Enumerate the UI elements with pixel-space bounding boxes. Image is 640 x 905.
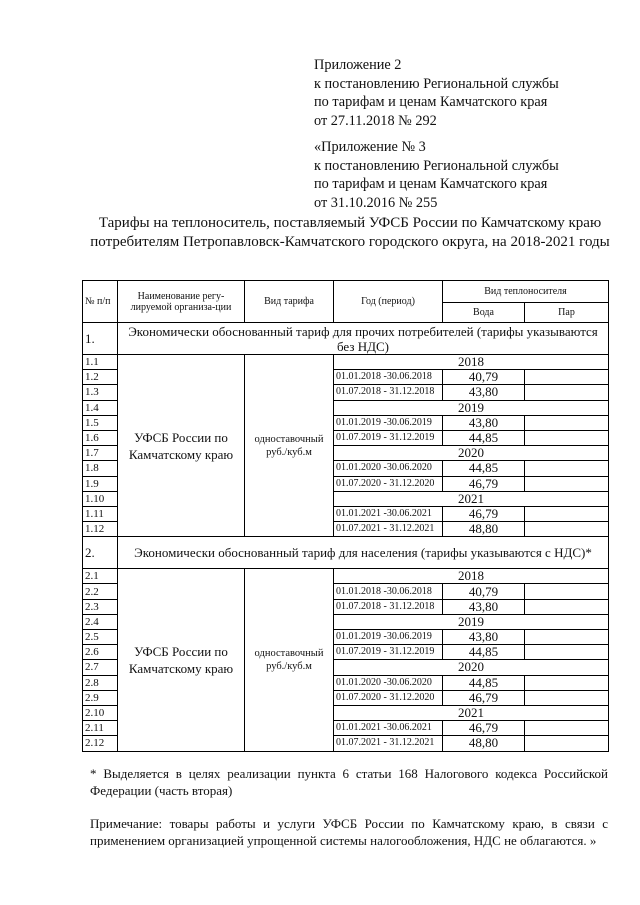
period-cell: 01.01.2019 -30.06.2019 <box>334 415 443 430</box>
period-cell: 01.01.2018 -30.06.2018 <box>334 370 443 385</box>
row-number: 1.1 <box>83 355 118 370</box>
organization-cell: УФСБ России по Камчатскому краю <box>118 355 245 537</box>
document-title: Тарифы на теплоноситель, поставляемый УФСБ России по Камчатскому краю потребителям Петропавловск-Камчатского городского округа, на 2018-2021 годы <box>90 215 610 250</box>
row-number: 2.3 <box>83 599 118 614</box>
row-number: 2.10 <box>83 705 118 720</box>
row-number: 1.2 <box>83 370 118 385</box>
steam-tariff-cell <box>525 690 609 705</box>
period-cell: 01.07.2021 - 31.12.2021 <box>334 736 443 751</box>
section-title: Экономически обоснованный тариф для прочих потребителей (тарифы указываются без НДС) <box>118 323 609 355</box>
tariff-type-cell: одноставочный руб./куб.м <box>245 569 334 751</box>
water-tariff-cell: 46,79 <box>443 690 525 705</box>
year-cell: 2019 <box>334 614 609 629</box>
steam-tariff-cell <box>525 522 609 537</box>
header-steam: Пар <box>525 303 609 323</box>
appendix-2-header <box>314 56 559 130</box>
section-row <box>83 537 609 569</box>
row-number: 2.4 <box>83 614 118 629</box>
period-cell: 01.07.2018 - 31.12.2018 <box>334 385 443 400</box>
row-number: 1.4 <box>83 400 118 415</box>
period-cell: 01.07.2018 - 31.12.2018 <box>334 599 443 614</box>
row-number: 2.1 <box>83 569 118 584</box>
section-row <box>83 323 609 355</box>
steam-tariff-cell <box>525 461 609 476</box>
section-number: 1. <box>83 323 118 355</box>
steam-tariff-cell <box>525 645 609 660</box>
water-tariff-cell: 43,80 <box>443 415 525 430</box>
period-cell: 01.07.2020 - 31.12.2020 <box>334 476 443 491</box>
tax-note: Примечание: товары работы и услуги УФСБ России по Камчатскому краю, в связи с применением организацией упрощенной системы налогообложения, НДС не облагаются. » <box>90 816 608 848</box>
water-tariff-cell: 40,79 <box>443 584 525 599</box>
steam-tariff-cell <box>525 675 609 690</box>
steam-tariff-cell <box>525 736 609 751</box>
steam-tariff-cell <box>525 630 609 645</box>
header-num: № п/п <box>83 281 118 323</box>
period-cell: 01.01.2020 -30.06.2020 <box>334 675 443 690</box>
tariff-type-cell: одноставочный руб./куб.м <box>245 355 334 537</box>
period-cell: 01.07.2019 - 31.12.2019 <box>334 430 443 445</box>
row-number: 1.9 <box>83 476 118 491</box>
row-number: 2.2 <box>83 584 118 599</box>
header-water: Вода <box>443 303 525 323</box>
row-number: 1.11 <box>83 506 118 521</box>
header-period: Год (период) <box>334 281 443 323</box>
water-tariff-cell: 44,85 <box>443 645 525 660</box>
header-tariff-type: Вид тарифа <box>245 281 334 323</box>
organization-cell: УФСБ России по Камчатскому краю <box>118 569 245 751</box>
period-cell: 01.01.2021 -30.06.2021 <box>334 721 443 736</box>
steam-tariff-cell <box>525 370 609 385</box>
tariffs-body <box>83 323 609 752</box>
row-number: 1.7 <box>83 446 118 461</box>
water-tariff-cell: 43,80 <box>443 630 525 645</box>
header-line: Приложение 2 <box>314 57 402 73</box>
row-number: 2.12 <box>83 736 118 751</box>
water-tariff-cell: 46,79 <box>443 721 525 736</box>
appendix-3-header <box>314 138 559 212</box>
table-row <box>83 355 609 370</box>
row-number: 1.12 <box>83 522 118 537</box>
steam-tariff-cell <box>525 599 609 614</box>
row-number: 1.8 <box>83 461 118 476</box>
row-number: 2.8 <box>83 675 118 690</box>
year-cell: 2018 <box>334 355 609 370</box>
year-cell: 2018 <box>334 569 609 584</box>
water-tariff-cell: 44,85 <box>443 430 525 445</box>
row-number: 2.5 <box>83 630 118 645</box>
water-tariff-cell: 48,80 <box>443 736 525 751</box>
header-line: от 27.11.2018 № 292 <box>314 112 437 129</box>
row-number: 2.11 <box>83 721 118 736</box>
period-cell: 01.07.2020 - 31.12.2020 <box>334 690 443 705</box>
period-cell: 01.01.2021 -30.06.2021 <box>334 506 443 521</box>
water-tariff-cell: 48,80 <box>443 522 525 537</box>
water-tariff-cell: 44,85 <box>443 461 525 476</box>
year-cell: 2019 <box>334 400 609 415</box>
row-number: 1.10 <box>83 491 118 506</box>
period-cell: 01.01.2019 -30.06.2019 <box>334 630 443 645</box>
steam-tariff-cell <box>525 385 609 400</box>
header-line: от 31.10.2016 № 255 <box>314 194 438 211</box>
steam-tariff-cell <box>525 506 609 521</box>
header-line: «Приложение № 3 <box>314 139 426 155</box>
header-org: Наименование регу-лируемой организа-ции <box>118 281 245 323</box>
table-row <box>83 569 609 584</box>
row-number: 1.6 <box>83 430 118 445</box>
section-number: 2. <box>83 537 118 569</box>
row-number: 1.5 <box>83 415 118 430</box>
water-tariff-cell: 46,79 <box>443 476 525 491</box>
steam-tariff-cell <box>525 476 609 491</box>
vat-footnote: * Выделяется в целях реализации пункта 6 статьи 168 Налогового кодекса Российской Федерации (часть вторая) <box>90 766 608 798</box>
water-tariff-cell: 46,79 <box>443 506 525 521</box>
period-cell: 01.01.2020 -30.06.2020 <box>334 461 443 476</box>
steam-tariff-cell <box>525 415 609 430</box>
steam-tariff-cell <box>525 584 609 599</box>
year-cell: 2021 <box>334 705 609 720</box>
steam-tariff-cell <box>525 721 609 736</box>
year-cell: 2020 <box>334 660 609 675</box>
row-number: 2.7 <box>83 660 118 675</box>
steam-tariff-cell <box>525 430 609 445</box>
period-cell: 01.07.2019 - 31.12.2019 <box>334 645 443 660</box>
row-number: 2.6 <box>83 645 118 660</box>
header-carrier: Вид теплоносителя <box>443 281 609 303</box>
water-tariff-cell: 43,80 <box>443 385 525 400</box>
period-cell: 01.07.2021 - 31.12.2021 <box>334 522 443 537</box>
period-cell: 01.01.2018 -30.06.2018 <box>334 584 443 599</box>
tariffs-table <box>82 280 609 752</box>
header-line: по тарифам и ценам Камчатского края <box>314 94 548 110</box>
header-line: к постановлению Региональной службы <box>314 157 559 174</box>
water-tariff-cell: 44,85 <box>443 675 525 690</box>
year-cell: 2021 <box>334 491 609 506</box>
row-number: 1.3 <box>83 385 118 400</box>
section-title: Экономически обоснованный тариф для населения (тарифы указываются с НДС)* <box>118 537 609 569</box>
year-cell: 2020 <box>334 446 609 461</box>
water-tariff-cell: 40,79 <box>443 370 525 385</box>
header-line: к постановлению Региональной службы <box>314 75 559 92</box>
water-tariff-cell: 43,80 <box>443 599 525 614</box>
header-line: по тарифам и ценам Камчатского края <box>314 176 548 192</box>
row-number: 2.9 <box>83 690 118 705</box>
